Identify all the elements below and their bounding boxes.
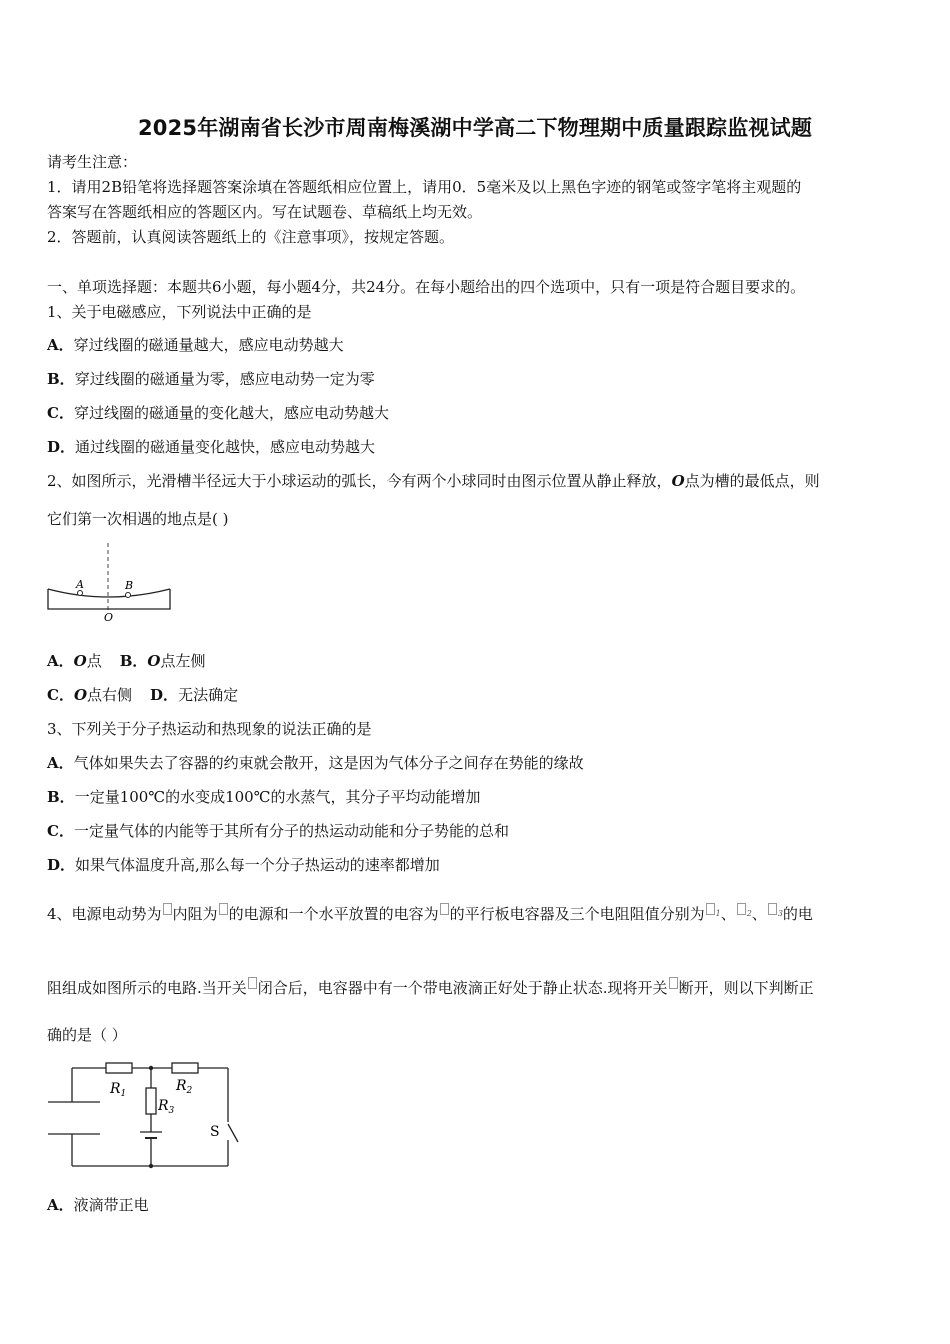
q4-stem-line-3: 确的是（ ）: [47, 1026, 127, 1044]
point-o-label: O: [73, 652, 87, 670]
option-label: A．: [47, 754, 74, 772]
q4-text: 内阻为: [172, 905, 218, 923]
q3-option-b: [47, 787, 481, 807]
formula-placeholder-icon: [737, 903, 746, 915]
option-label: B．: [47, 788, 75, 806]
option-text: 点左侧: [160, 652, 206, 670]
separator: 、: [751, 905, 767, 923]
option-text: 气体如果失去了容器的约束就会散开，这是因为气体分子之间存在势能的缘故: [73, 754, 584, 772]
q2-options-ab: [47, 651, 206, 671]
formula-placeholder-icon: [706, 903, 715, 915]
section-1-heading: 一、单项选择题：本题共6小题，每小题4分，共24分。在每小题给出的四个选项中，只有一项是符合题目要求的。: [47, 278, 806, 296]
formula-placeholder-icon: [248, 977, 257, 989]
notice-item-1-line-1: 1．请用2B铅笔将选择题答案涂填在答题纸相应位置上，请用0．5毫米及以上黑色字迹的钢笔或签字笔将主观题的: [47, 178, 802, 196]
q2-groove-figure: [44, 541, 176, 623]
option-label: C．: [47, 822, 74, 840]
q3-stem: 3、下列关于分子热运动和热现象的说法正确的是: [47, 720, 372, 738]
option-label: D．: [47, 856, 76, 874]
q4-text: 的电: [782, 905, 813, 923]
q4-text: 的电源和一个水平放置的电容为: [228, 905, 439, 923]
option-text: 穿过线圈的磁通量为零，感应电动势一定为零: [74, 370, 375, 388]
option-label: A．: [47, 652, 74, 670]
label-o: O: [104, 611, 114, 623]
page-title: 2025年湖南省长沙市周南梅溪湖中学高二下物理期中质量跟踪监视试题: [137, 116, 813, 140]
separator: 、: [720, 905, 736, 923]
q4-circuit-figure: [44, 1058, 244, 1170]
q3-option-c: [47, 821, 509, 841]
option-label: C．: [47, 686, 74, 704]
ball-a: [78, 591, 83, 596]
subscript: 2: [746, 909, 752, 918]
resistor-r2: [172, 1063, 198, 1073]
formula-placeholder-icon: [669, 977, 678, 989]
q3-option-d: [47, 855, 440, 875]
formula-placeholder-icon: [768, 903, 777, 915]
q1-option-a: [47, 335, 344, 355]
option-text: 通过线圈的磁通量变化越快，感应电动势越大: [75, 438, 376, 456]
option-text: 无法确定: [178, 686, 239, 704]
q1-option-c: [47, 403, 389, 423]
notice-item-2: 2．答题前，认真阅读答题纸上的《注意事项》，按规定答题。: [47, 228, 455, 246]
q4-text: 4、电源电动势为: [47, 905, 162, 923]
q4-option-a: [47, 1195, 149, 1215]
option-label: B．: [47, 370, 75, 388]
option-label: D．: [47, 438, 76, 456]
q2-stem-text: 点为槽的最低点，则: [684, 472, 820, 490]
option-label: B．: [119, 652, 148, 670]
formula-placeholder-icon: [163, 903, 172, 915]
groove-curve: [48, 589, 170, 597]
subscript: 3: [777, 909, 783, 918]
q2-stem-text: 2、如图所示，光滑槽半径远大于小球运动的弧长，今有两个小球同时由图示位置从静止释放，: [47, 472, 672, 490]
q4-text: 阻组成如图所示的电路.当开关: [47, 979, 247, 997]
option-label: D．: [150, 686, 179, 704]
option-text: 一定量气体的内能等于其所有分子的热运动动能和分子势能的总和: [73, 822, 509, 840]
option-text: 点右侧: [87, 686, 133, 704]
q4-text: 断开，则以下判断正: [678, 979, 814, 997]
point-o-label: O: [73, 686, 88, 704]
label-r3: $R_3$: [158, 1098, 175, 1116]
label-a: A: [76, 578, 84, 591]
q1-option-b: [47, 369, 375, 389]
q2-stem-line-1: [47, 471, 820, 491]
label-r2: $R_2$: [176, 1078, 193, 1096]
resistor-r1: [106, 1063, 132, 1073]
option-text: 一定量100℃的水变成100℃的水蒸气，其分子平均动能增加: [74, 788, 481, 806]
notice-item-1-line-2: 答案写在答题纸相应的答题区内。写在试题卷、草稿纸上均无效。: [47, 203, 483, 221]
formula-placeholder-icon: [219, 903, 228, 915]
option-text: 穿过线圈的磁通量的变化越大，感应电动势越大: [73, 404, 389, 422]
label-r1: $R_1$: [110, 1081, 127, 1099]
q4-stem-line-2: [47, 977, 814, 998]
option-text: 点: [86, 652, 102, 670]
q1-stem: 1、关于电磁感应，下列说法中正确的是: [47, 303, 312, 321]
option-text: 液滴带正电: [73, 1196, 149, 1214]
q4-stem-line-1: [47, 903, 813, 924]
formula-placeholder-icon: [440, 903, 449, 915]
q4-text: 的平行板电容器及三个电阻阻值分别为: [449, 905, 705, 923]
q1-option-d: [47, 437, 375, 457]
ball-b: [126, 593, 131, 598]
switch-s: [228, 1124, 238, 1142]
label-b: B: [125, 579, 134, 592]
notice-heading: 请考生注意：: [47, 153, 138, 171]
junction-dot: [149, 1066, 153, 1070]
resistor-r3: [146, 1088, 156, 1114]
option-text: 穿过线圈的磁通量越大，感应电动势越大: [73, 336, 344, 354]
option-label: C．: [47, 404, 74, 422]
point-o-label: O: [671, 472, 685, 490]
option-text: 如果气体温度升高,那么每一个分子热运动的速率都增加: [75, 856, 440, 874]
label-switch: S: [210, 1124, 220, 1140]
junction-dot: [149, 1164, 153, 1168]
q2-options-cd: [47, 685, 238, 705]
q2-stem-line-2: 它们第一次相遇的地点是( ): [47, 510, 229, 528]
q3-option-a: [47, 753, 584, 773]
q4-text: 闭合后，电容器中有一个带电液滴正好处于静止状态.现将开关: [257, 979, 668, 997]
option-label: A．: [47, 1196, 74, 1214]
groove-base: [48, 589, 170, 609]
option-label: A．: [47, 336, 74, 354]
point-o-label: O: [147, 652, 161, 670]
subscript: 1: [715, 909, 721, 918]
